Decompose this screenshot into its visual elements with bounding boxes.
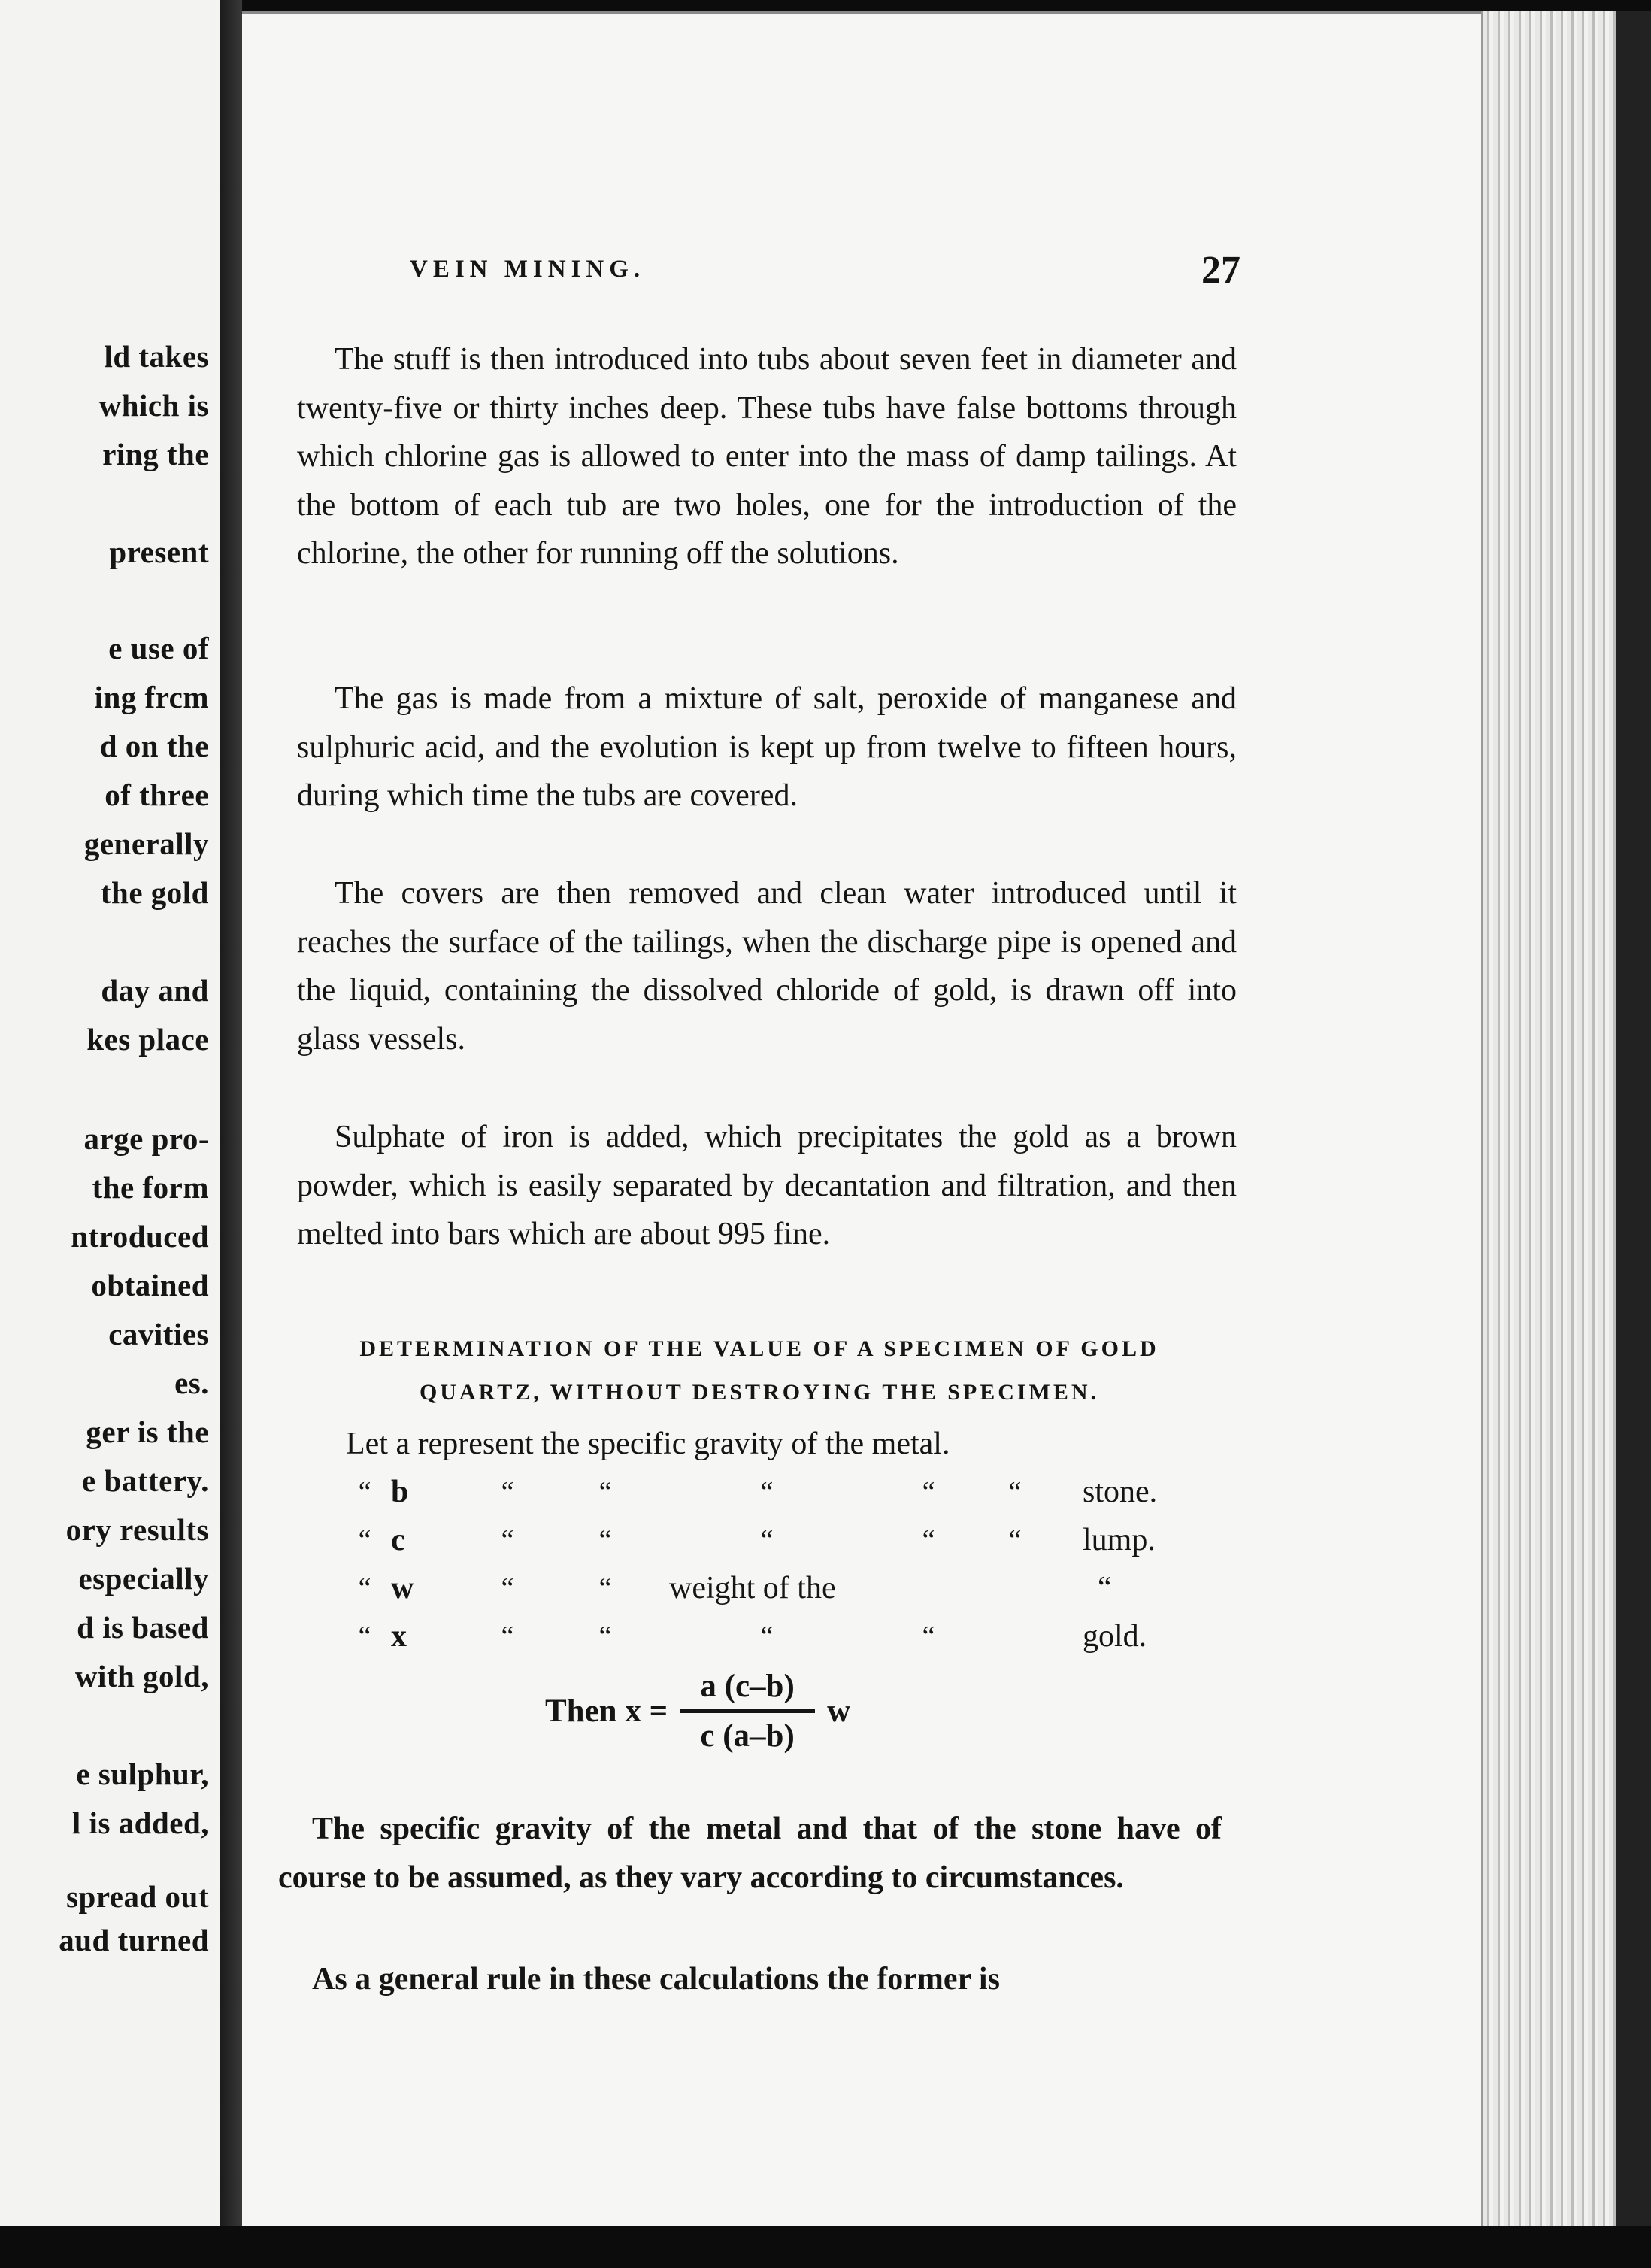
ditto-mark: “ (598, 1572, 612, 1604)
left-page-line: ory results (65, 1512, 209, 1547)
ditto-mark: “ (501, 1476, 514, 1508)
definition-row (346, 1516, 1233, 1564)
ditto-mark: “ (598, 1476, 612, 1508)
ditto-mark: “ (501, 1572, 514, 1604)
definition-row (346, 1468, 1233, 1516)
formula-numerator: a (c–b) (700, 1669, 795, 1704)
left-page-line: generally (83, 826, 209, 861)
body-paragraph: The covers are then removed and clean water introduced until it reaches the surface of the tailings, when the discharge pipe is opened and the liquid, containing the dissolved chloride of gold, is drawn off into glass vessels. (297, 876, 1237, 1057)
left-page-line: present (109, 535, 209, 569)
ditto-mark: “ (922, 1524, 935, 1556)
left-page-line: which is (98, 388, 209, 423)
book-cover-edge (1616, 11, 1651, 2226)
left-page-line: of three (105, 778, 209, 812)
definition-middle: weight of the (669, 1571, 836, 1605)
left-page-line: d is based (77, 1610, 209, 1645)
ditto-mark: “ (760, 1524, 774, 1556)
left-page-line: especially (78, 1561, 209, 1596)
body-paragraph: The gas is made from a mixture of salt, peroxide of manganese and sulphuric acid, and the evolution is kept up from twelve to fifteen hours, during which time the tubs are covered. (297, 681, 1237, 813)
gold-value-formula (545, 1668, 850, 1754)
left-page-line: e use of (108, 631, 209, 666)
variable-symbol: w (391, 1571, 414, 1605)
variable-symbol: x (391, 1619, 407, 1654)
formula-prefix: Then x = (545, 1693, 668, 1729)
left-page (0, 0, 222, 2237)
body-paragraph: The stuff is then introduced into tubs about seven feet in diameter and twenty-five or thirty inches deep. These tubs have false bottoms through which chlorine gas is allowed to enter into the mass of damp tailings. At the bottom of each tub are two holes, one for the introduction of the chlorine, the other for running off the solutions. (297, 342, 1237, 571)
ditto-mark: “ (358, 1524, 371, 1556)
definition-row (346, 1612, 1233, 1660)
definition-term: stone. (1083, 1475, 1158, 1509)
left-page-line: obtained (91, 1268, 209, 1302)
definition-term: lump. (1083, 1523, 1156, 1557)
definition-row (346, 1564, 1233, 1612)
ditto-mark: “ (598, 1524, 612, 1556)
section-heading-line-1: DETERMINATION OF THE VALUE OF A SPECIMEN OF GOLD (359, 1336, 1159, 1361)
left-page-line: cavities (108, 1317, 209, 1351)
left-page-line: ld takes (104, 339, 209, 374)
left-page-line: ing frcm (94, 680, 209, 714)
ditto-mark: “ (922, 1476, 935, 1508)
ditto-mark: “ (358, 1572, 371, 1604)
ditto-mark: “ (760, 1476, 774, 1508)
left-page-line: arge pro- (83, 1121, 209, 1156)
variable-symbol: b (391, 1475, 409, 1509)
section-heading-line-2: QUARTZ, WITHOUT DESTROYING THE SPECIMEN. (419, 1380, 1100, 1405)
left-page-line: ring the (102, 437, 209, 471)
left-page-line: the gold (100, 875, 209, 910)
page-number: 27 (1201, 249, 1241, 292)
ditto-mark: “ (501, 1621, 514, 1652)
left-page-line: aud turned (59, 1923, 209, 1957)
left-page-line: es. (174, 1366, 209, 1400)
book-page-edges (1481, 11, 1618, 2226)
ditto-mark: “ (760, 1621, 774, 1652)
left-page-line: e sulphur, (76, 1757, 209, 1791)
left-page-line: day and (101, 973, 209, 1008)
body-paragraph: Sulphate of iron is added, which precipitates the gold as a brown powder, which is easily separated by decantation and filtration, and then melted into bars which are about 995 fine. (297, 1120, 1237, 1251)
left-page-line: ger is the (86, 1414, 209, 1449)
ditto-mark: “ (1008, 1524, 1022, 1556)
definitions-intro: Let a represent the specific gravity of the metal. (346, 1427, 950, 1461)
running-head: VEIN MINING. (410, 256, 646, 283)
left-page-line: with gold, (74, 1659, 209, 1693)
scan-background (0, 2226, 1651, 2268)
left-page-line: d on the (99, 729, 209, 763)
formula-denominator: c (a–b) (700, 1718, 795, 1754)
definition-middle (977, 1612, 1053, 1660)
closing-paragraph: The specific gravity of the metal and that of the stone have of course to be assumed, as they vary according to circumstances. (278, 1812, 1222, 1895)
ditto-mark: “ (598, 1621, 612, 1652)
book-gutter (220, 0, 242, 2237)
ditto-mark: “ (358, 1621, 371, 1652)
definition-term: gold. (1083, 1619, 1147, 1654)
formula-fraction (680, 1668, 815, 1754)
ditto-mark: “ (358, 1476, 371, 1508)
left-page-line: e battery. (82, 1463, 209, 1498)
ditto-mark: “ (922, 1621, 935, 1652)
left-page-line: l is added, (71, 1806, 209, 1840)
closing-paragraph: As a general rule in these calculations the former is (312, 1962, 1000, 1997)
variable-symbol: c (391, 1523, 405, 1557)
left-page-line: spread out (66, 1879, 209, 1914)
ditto-mark: “ (501, 1524, 514, 1556)
left-page-line: ntroduced (71, 1219, 209, 1254)
formula-suffix: w (827, 1693, 851, 1729)
variable-definitions (346, 1420, 1233, 1660)
definition-term: “ (1098, 1571, 1112, 1605)
left-page-line: the form (92, 1170, 209, 1205)
left-page-line: kes place (86, 1022, 209, 1057)
ditto-mark: “ (1008, 1476, 1022, 1508)
